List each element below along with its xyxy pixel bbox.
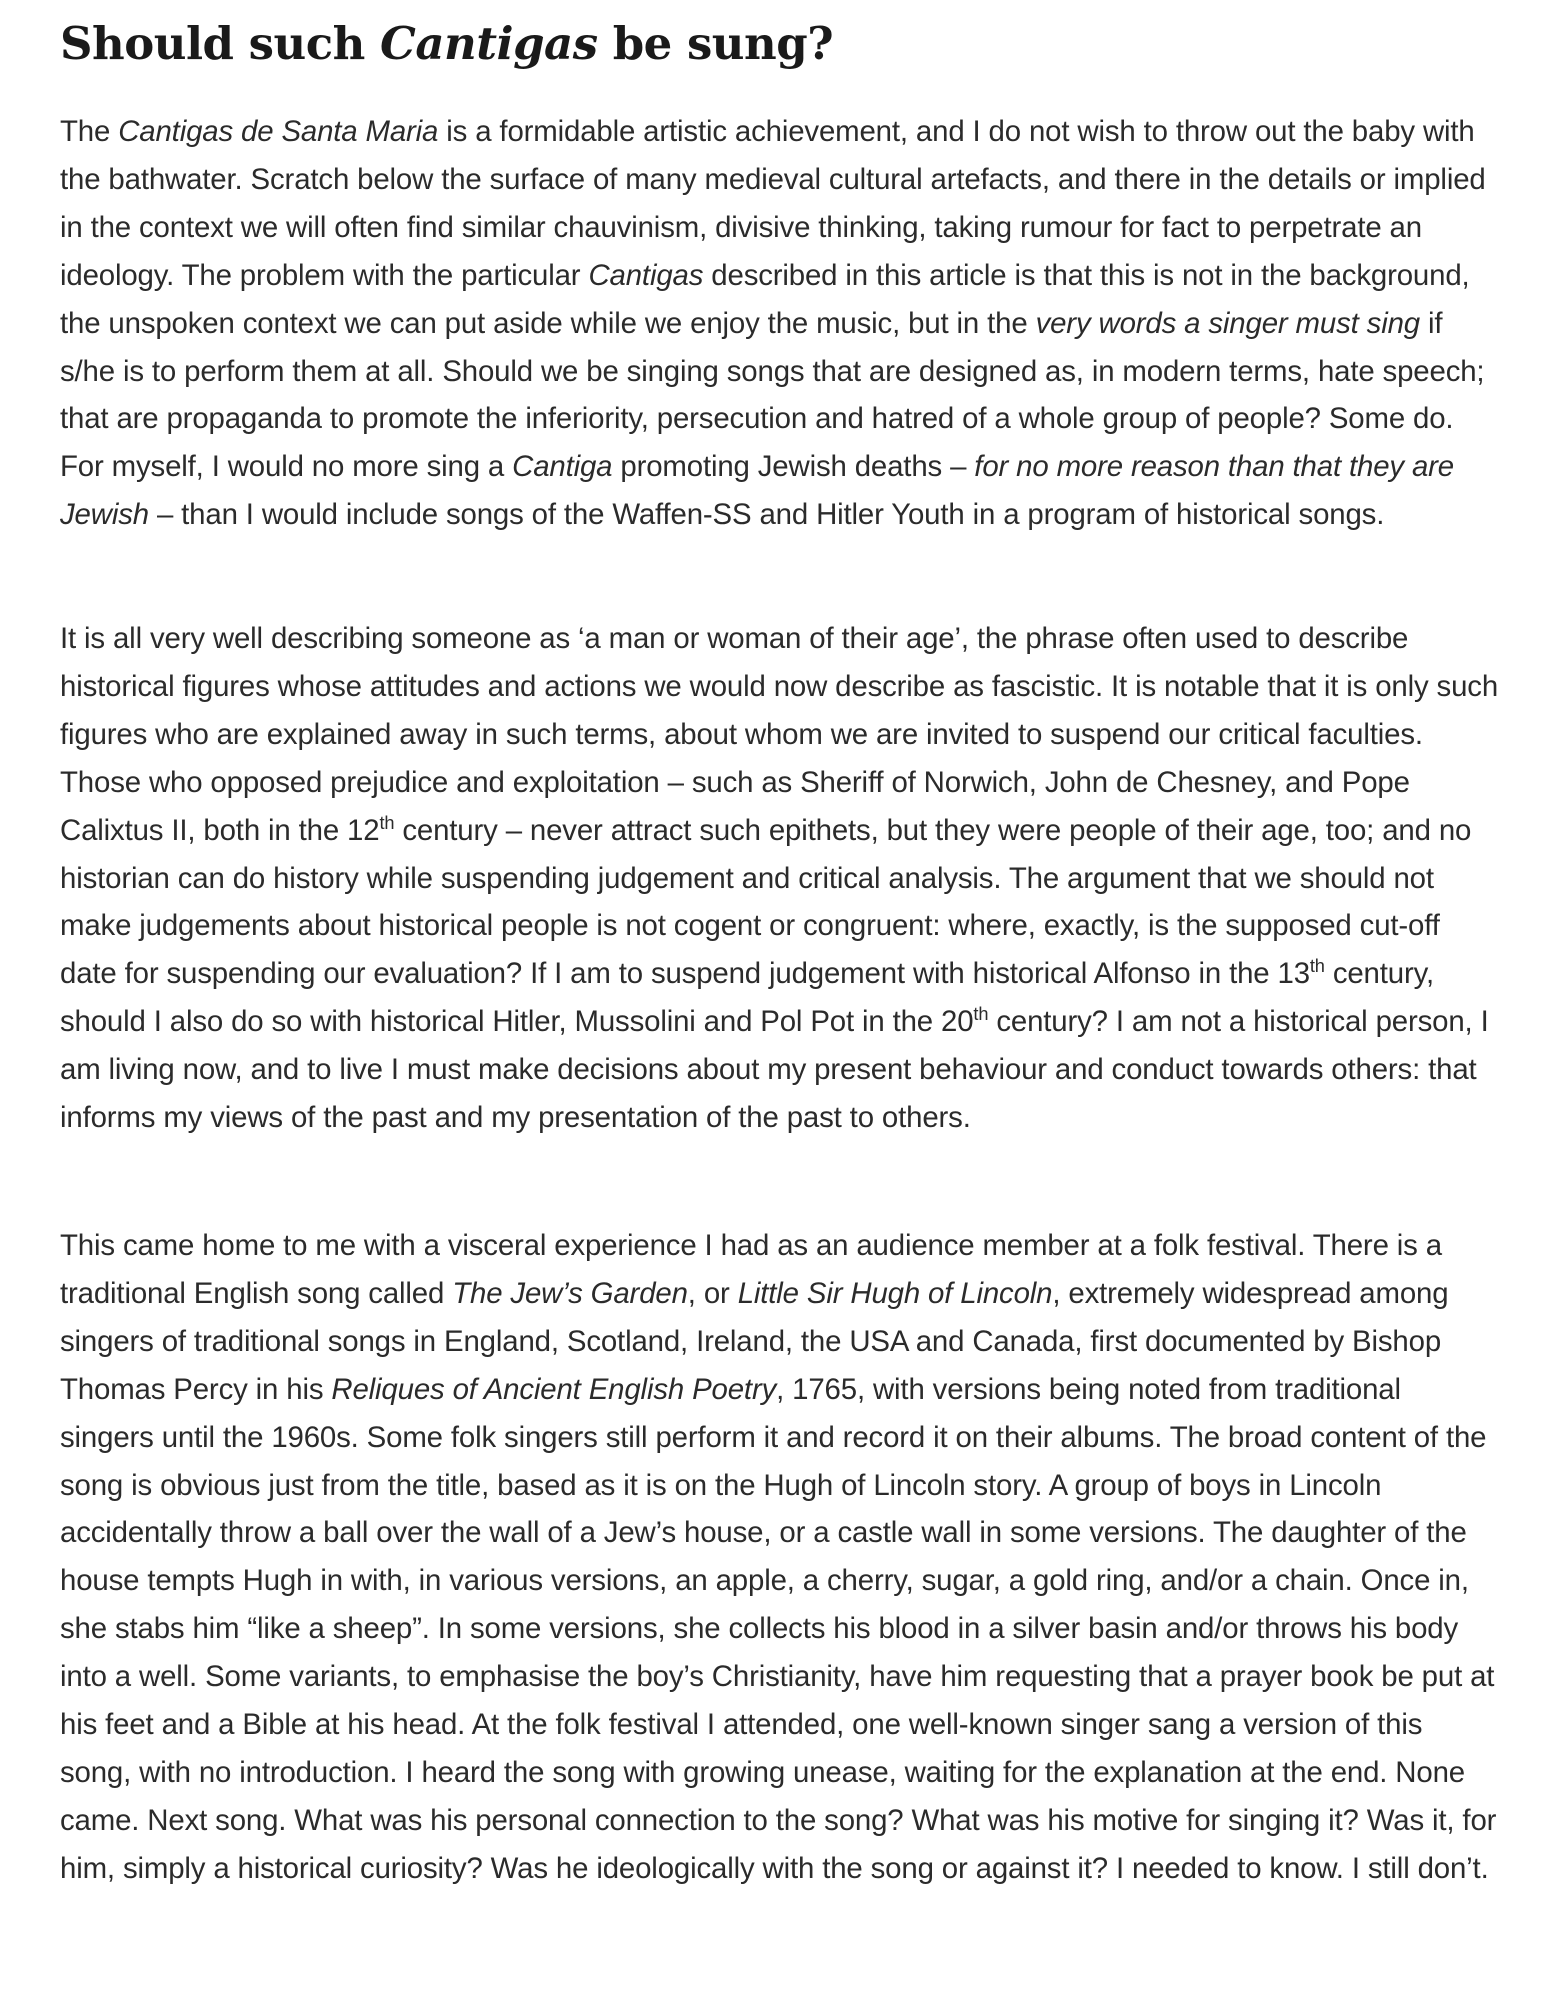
italic-text: The Jew’s Garden [452, 1276, 688, 1310]
superscript-ordinal: th [973, 1004, 989, 1025]
heading-text-after: be sung? [597, 17, 834, 70]
italic-text: Reliques of Ancient English Poetry [331, 1372, 777, 1406]
superscript-ordinal: th [379, 812, 395, 833]
body-text: This came home to me with a visceral experience I had as an audience member at a folk festival. There is a traditional English song called [60, 1229, 1442, 1310]
body-text: promoting Jewish deaths – [612, 450, 975, 484]
italic-text: Cantigas de Santa Maria [118, 115, 439, 148]
body-text: , or [687, 1276, 738, 1310]
section-heading [60, 14, 1500, 74]
body-text: described in this article is that this is not in the background, the unspoken context we can put aside while we enjoy the music, but in the [60, 258, 1470, 340]
superscript-ordinal: th [1309, 956, 1325, 977]
italic-text: Cantiga [512, 450, 613, 484]
paragraph-2 [60, 615, 1500, 1142]
body-text: century? I am not a historical person, I am living now, and to live I must make decisions about my present behaviour and conduct towards others: that informs my views of the past and my presentation of the past to others. [60, 1005, 1489, 1135]
paragraph-3 [60, 1222, 1500, 1893]
heading-text-before: Should such [60, 17, 381, 70]
body-text: if s/he is to perform them at all. Should we be singing songs that are designed as, in modern terms, hate speech; that are propaganda to promote the inferiority, persecution and hatred of a whole group of people? Some do. For myself, I would no more sing a [60, 306, 1485, 484]
italic-text: Little Sir Hugh of Lincoln [737, 1276, 1053, 1310]
body-text: is a formidable artistic achievement, and I do not wish to throw out the baby with the bathwater. Scratch below the surface of many medieval cultural artefacts, and there in the details or implied in the context we will often find similar chauvinism, divisive thinking, taking rumour for fact to perpetrate an ideology. The problem with the particular [60, 115, 1486, 292]
heading-text-emphasis: Cantigas [380, 17, 598, 70]
body-text: The [60, 115, 119, 148]
body-text: century, should I also do so with historical Hitler, Mussolini and Pol Pot in the 20 [60, 957, 1434, 1039]
body-text: , 1765, with versions being noted from traditional singers until the 1960s. Some folk singers still perform it and record it on their albums. The broad content of the song is obvious just from the title, based as it is on the Hugh of Lincoln story. A group of boys in Lincoln accidentally throw a ball over the wall of a Jew’s house, or a castle wall in some versions. The daughter of the house tempts Hugh in with, in various versions, an apple, a cherry, sugar, a gold ring, and/or a chain. Once in, she stabs him “like a sheep”. In some versions, she collects his blood in a silver basin and/or throws his body into a well. Some variants, to emphasise the boy’s Christianity, have him requesting that a prayer book be put at his feet and a Bible at his head. At the folk festival I attended, one well-known singer sang a version of this song, with no introduction. I heard the song with growing unease, waiting for the explanation at the end. None came. Next song. What was his personal connection to the song? What was his motive for singing it? Was it, for him, simply a historical curiosity? Was he ideologically with the song or against it? I needed to know. I still don’t. [60, 1372, 1497, 1885]
paragraph-1 [60, 108, 1500, 539]
italic-text: Cantigas [588, 258, 704, 292]
body-text: It is all very well describing someone as ‘a man or woman of their age’, the phrase often used to describe historical figures whose attitudes and actions we would now describe as fascistic. It is notable that it is only such figures who are explained away in such terms, about whom we are invited to suspend our critical faculties. Those who opposed prejudice and exploitation – such as Sheriff of Norwich, John de Chesney, and Pope Calixtus II, both in the 12 [60, 622, 1499, 847]
article [60, 0, 1500, 1885]
body-text: – than I would include songs of the Waffen-SS and Hitler Youth in a program of historical songs. [148, 498, 1385, 532]
body-text: , extremely widespread among singers of traditional songs in England, Scotland, Ireland, the USA and Canada, first documented by Bishop Thomas Percy in his [60, 1276, 1449, 1406]
italic-text: for no more reason than that they are Jewish [60, 450, 1454, 532]
body-text: century – never attract such epithets, but they were people of their age, too; and no historian can do history while suspending judgement and critical analysis. The argument that we should not make judgements about historical people is not cogent or congruent: where, exactly, is the supposed cut-off date for suspending our evaluation? If I am to suspend judgement with historical Alfonso in the 13 [60, 813, 1472, 991]
italic-text: very words a singer must sing [1035, 306, 1420, 340]
